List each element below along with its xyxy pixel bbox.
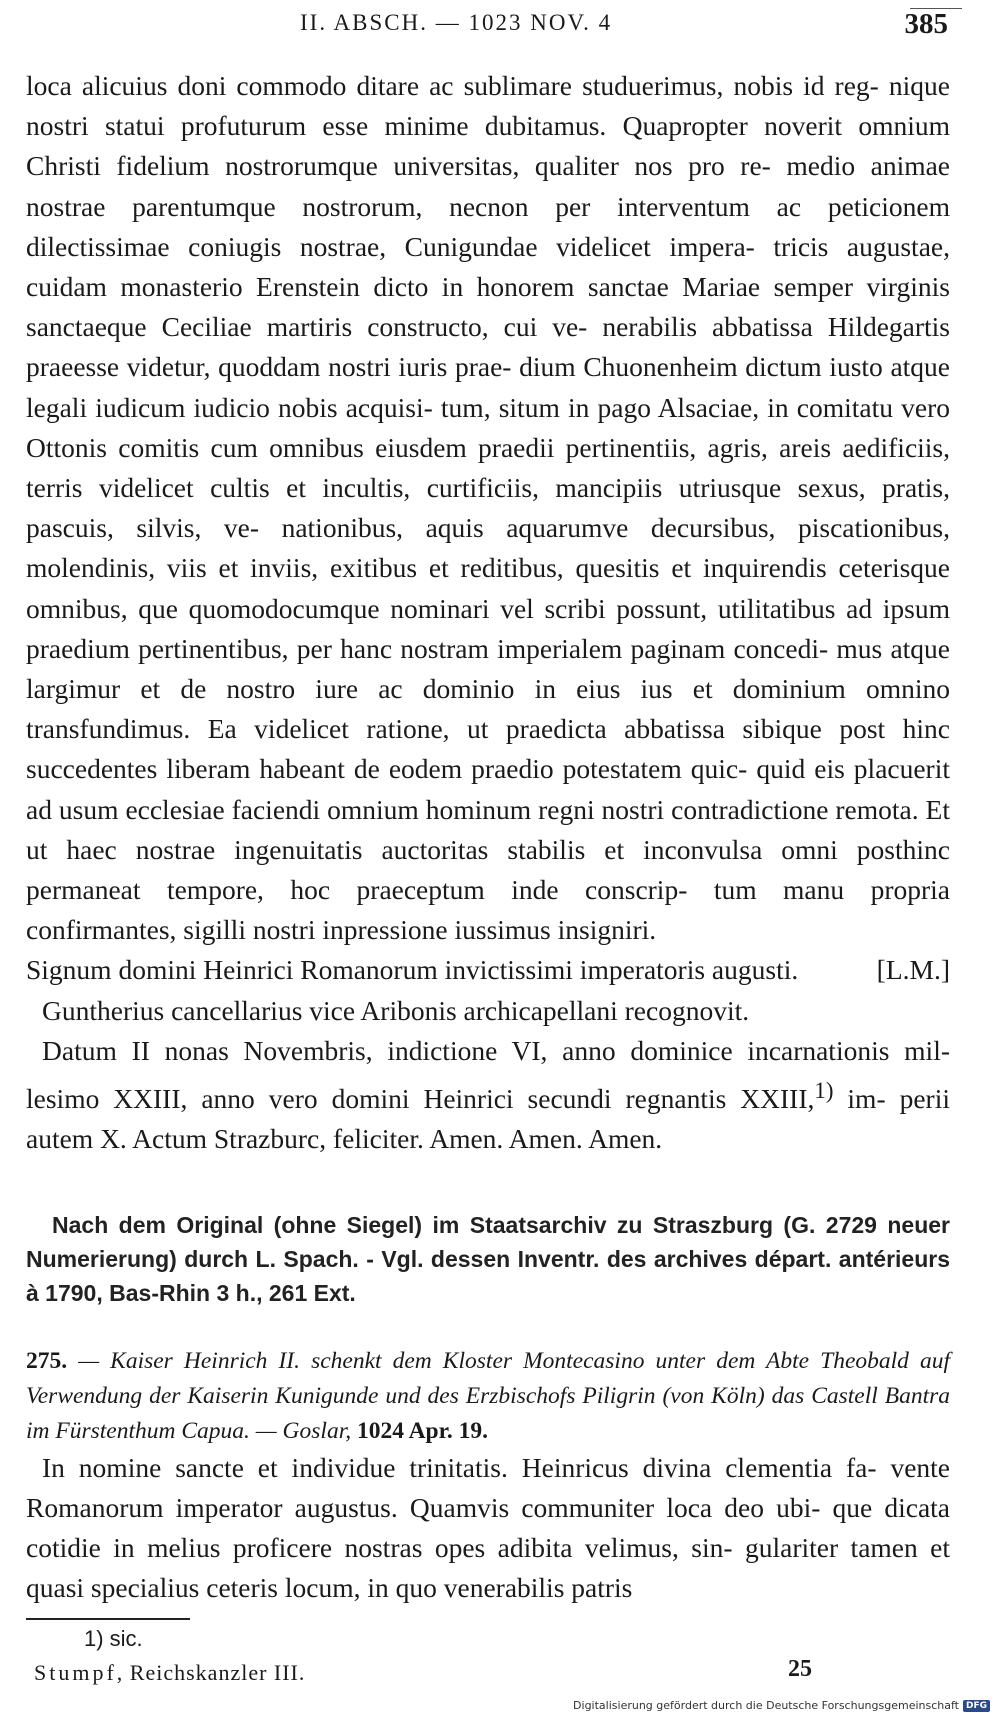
paragraph-line: mus atque largimur et de nostro iure ac dominio in eius ius et dominium bbox=[26, 632, 951, 705]
source-note bbox=[26, 1208, 950, 1310]
paragraph-line: peticionem dilectissimae coniugis nostrae, Cunigundae videlicet impera- bbox=[26, 190, 950, 262]
paragraph-line: que quomodocumque nominari vel scribi possunt, utilitatibus ad ipsum bbox=[138, 592, 951, 624]
charter-line-3: que dicata cotidie in melius proficere nostras opes adibita velimus, sin- bbox=[26, 1492, 951, 1563]
paragraph-line: nationibus, aquis aquarumve decursibus, piscationibus, molendinis, viis bbox=[26, 512, 950, 584]
datum-paragraph bbox=[26, 1031, 950, 1160]
dfg-logo: DFG bbox=[963, 1700, 990, 1712]
page-header bbox=[0, 6, 1000, 46]
charter-line-1: In nomine sancte et individue trinitatis. Heinricus divina clementia fa- bbox=[42, 1452, 877, 1483]
paragraph-line: praedium pertinentibus, per hanc nostram imperialem paginam concedi- bbox=[26, 632, 829, 664]
source-line-3: antérieurs à 1790, Bas-Rhin 3 h., 261 Ext. bbox=[26, 1246, 951, 1306]
regest-heading bbox=[26, 1344, 950, 1449]
source-line-1: Nach dem Original (ohne Siegel) im Staatsarchiv zu Straszburg (G. 2729 bbox=[52, 1212, 877, 1238]
paragraph-line: loca alicuius doni commodo ditare ac sublimare studuerimus, nobis id reg- bbox=[26, 70, 879, 101]
signature-rest: , Reichskanzler III. bbox=[116, 1660, 306, 1685]
paragraph-line: incultis, curtificiis, mancipiis utriusque sexus, pratis, pascuis, silvis, ve- bbox=[26, 472, 951, 544]
footnote-ref: 1) bbox=[814, 1078, 834, 1104]
footnote-rule bbox=[26, 1618, 190, 1620]
paragraph-line: omnium Christi fidelium nostrorumque universitas, qualiter nos pro re- bbox=[26, 110, 950, 182]
datum-line-2: lesimo XXIII, anno vero domini Heinrici secundi regnantis XXIII, bbox=[26, 1083, 815, 1115]
regest-date: 1024 Apr. 19. bbox=[357, 1418, 489, 1444]
credit-text: Digitalisierung gefördert durch die Deutsche Forschungsgemeinschaft bbox=[573, 1699, 959, 1712]
running-head: II. ABSCH. — 1023 NOV. 4 bbox=[300, 10, 613, 35]
paragraph-line: medio animae nostrae parentumque nostrorum, necnon per interventum ac bbox=[26, 150, 951, 222]
signum-mark: [L.M.] bbox=[876, 954, 950, 986]
paragraph-line: nique nostri statui profuturum esse minime dubitamus. Quapropter noverit bbox=[26, 70, 950, 142]
recognition-line: Guntherius cancellarius vice Aribonis archicapellani recognovit. bbox=[42, 994, 750, 1026]
digitization-credit bbox=[573, 1699, 990, 1712]
main-paragraph bbox=[26, 66, 950, 950]
signum-line bbox=[26, 950, 950, 990]
paragraph-line: nerabilis abbatissa Hildegartis praeesse videtur, quoddam nostri iuris prae- bbox=[26, 311, 951, 383]
page-number: 385 bbox=[904, 8, 948, 40]
paragraph-line: omnino transfundimus. Ea videlicet ratione, ut praedicta abbatissa sibique bbox=[26, 673, 950, 745]
regest-line-2: Theobald auf Verwendung der Kaiserin Kunigunde und des Erzbischofs Piligrin bbox=[26, 1348, 950, 1409]
paragraph-line: post hinc succedentes liberam habeant de eodem praedio potestatem quic- bbox=[26, 713, 950, 785]
paragraph-line: inconvulsa omni posthinc permaneat tempore, hoc praeceptum inde conscrip- bbox=[26, 833, 950, 906]
footnote: 1) sic. bbox=[84, 1626, 143, 1651]
regest-line-1: — Kaiser Heinrich II. schenkt dem Kloster Montecasino unter dem Abte bbox=[67, 1348, 810, 1374]
paragraph-line: eiusdem praedii pertinentiis, agris, areis aedificiis, terris videlicet cultis et bbox=[26, 431, 951, 504]
charter-line-4: gulariter tamen et quasi specialius ceteris locum, in quo venerabilis patris bbox=[26, 1532, 951, 1603]
sheet-number: 25 bbox=[788, 1656, 812, 1682]
datum-line-3: perii autem X. Actum Strazburc, feliciter. Amen. Amen. Amen. bbox=[26, 1083, 950, 1155]
paragraph-line: tricis augustae, cuidam monasterio Erenstein dicto in honorem sanctae bbox=[26, 230, 950, 303]
regest-line-3: (von Köln) das Castell Bantra im Fürstenthum Capua. — Goslar, bbox=[26, 1383, 950, 1444]
paragraph-line: dium Chuonenheim dictum iusto atque legali iudicum iudicio nobis acquisi- bbox=[26, 351, 951, 423]
datum-line-1: Datum II nonas Novembris, indictione VI, anno dominice incarnationis mil- bbox=[42, 1034, 950, 1066]
paragraph-line: tum, situm in pago Alsaciae, in comitatu vero Ottonis comitis cum omnibus bbox=[26, 391, 950, 463]
signum-text: Signum domini Heinrici Romanorum invictissimi imperatoris augusti. bbox=[26, 954, 799, 986]
paragraph-line: et inviis, exitibus et reditibus, quesitis et inquirendis ceterisque omnibus, bbox=[26, 552, 951, 624]
charter-275-text bbox=[26, 1448, 950, 1608]
paragraph-line: Mariae semper virginis sanctaeque Ceciliae martiris constructo, cui ve- bbox=[26, 271, 950, 343]
source-line-2: neuer Numerierung) durch L. Spach. - Vgl. dessen Inventr. des archives départ. bbox=[26, 1212, 951, 1272]
charter-body bbox=[26, 66, 950, 1160]
paragraph-line: quid eis placuerit ad usum ecclesiae faciendi omnium hominum regni nostri bbox=[26, 753, 950, 825]
printer-signature bbox=[34, 1660, 305, 1686]
signature-name: Stumpf bbox=[34, 1660, 117, 1685]
paragraph-line: tum manu propria confirmantes, sigilli nostri inpressione iussimus insigniri. bbox=[26, 874, 950, 946]
regest-number: 275. bbox=[26, 1348, 68, 1374]
charter-line-2: vente Romanorum imperator augustus. Quamvis communiter loca deo ubi- bbox=[26, 1452, 950, 1523]
datum-line-2-tail: im- bbox=[833, 1083, 886, 1115]
paragraph-line: contradictione remota. Et ut haec nostrae ingenuitatis auctoritas stabilis et bbox=[26, 793, 950, 865]
